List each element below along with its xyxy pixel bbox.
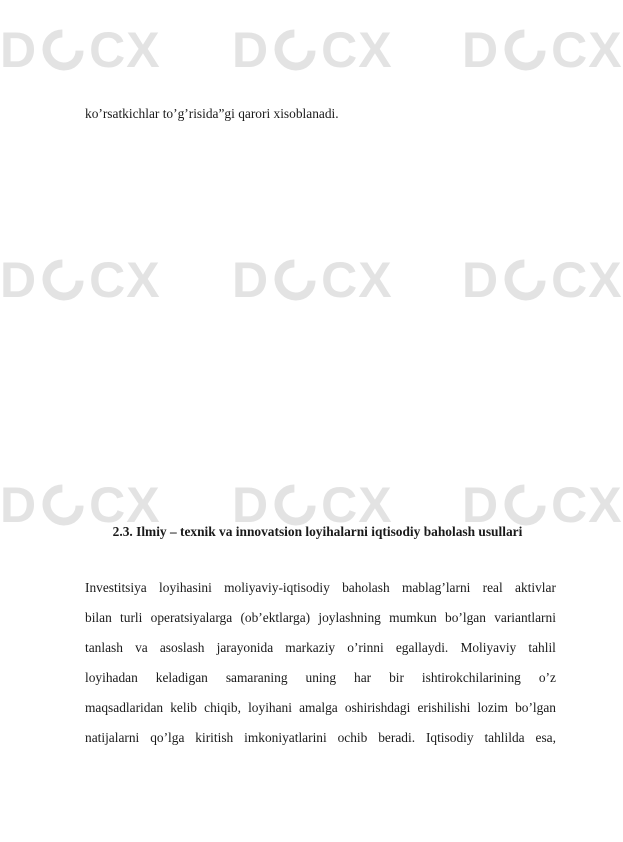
watermark-logo: D CX — [462, 477, 623, 533]
watermark-logo: D CX — [232, 252, 393, 308]
watermark-logo: D CX — [462, 22, 623, 78]
section-heading: 2.3. Ilmiy – texnik va innovatsion loyihalarni iqtisodiy baholash usullari — [112, 524, 523, 539]
paragraph-line: loyihadan keladigan samaraning uning har bir ishtirokchilarining o’z — [85, 670, 556, 685]
body-paragraph — [85, 573, 556, 753]
page-text-continuation: ko’rsatkichlar to’g’risida”gi qarori xisoblanadi. — [85, 106, 339, 121]
watermark-logo: D CX — [0, 477, 161, 533]
watermark-logo: D CX — [0, 252, 161, 308]
paragraph-line: Investitsiya loyihasini moliyaviy-iqtisodiy baholash mablag’larni real aktivlar — [85, 580, 556, 595]
watermark-logo: D CX — [462, 252, 623, 308]
paragraph-line: bilan turli operatsiyalarga (ob’ektlarga) joylashning mumkun bo’lgan variantlarni — [85, 610, 556, 625]
paragraph-line: natijalarni qo’lga kiritish imkoniyatlarini ochib beradi. Iqtisodiy tahlilda esa, — [85, 730, 556, 745]
watermark-logo: D CX — [232, 22, 393, 78]
watermark-logo: D CX — [232, 477, 393, 533]
paragraph-line: tanlash va asoslash jarayonida markaziy o’rinni egallaydi. Moliyaviy tahlil — [85, 640, 556, 655]
paragraph-line: maqsadlaridan kelib chiqib, loyihani amalga oshirishdagi erishilishi lozim bo’lgan — [85, 700, 556, 715]
watermark-logo: D CX — [0, 22, 161, 78]
